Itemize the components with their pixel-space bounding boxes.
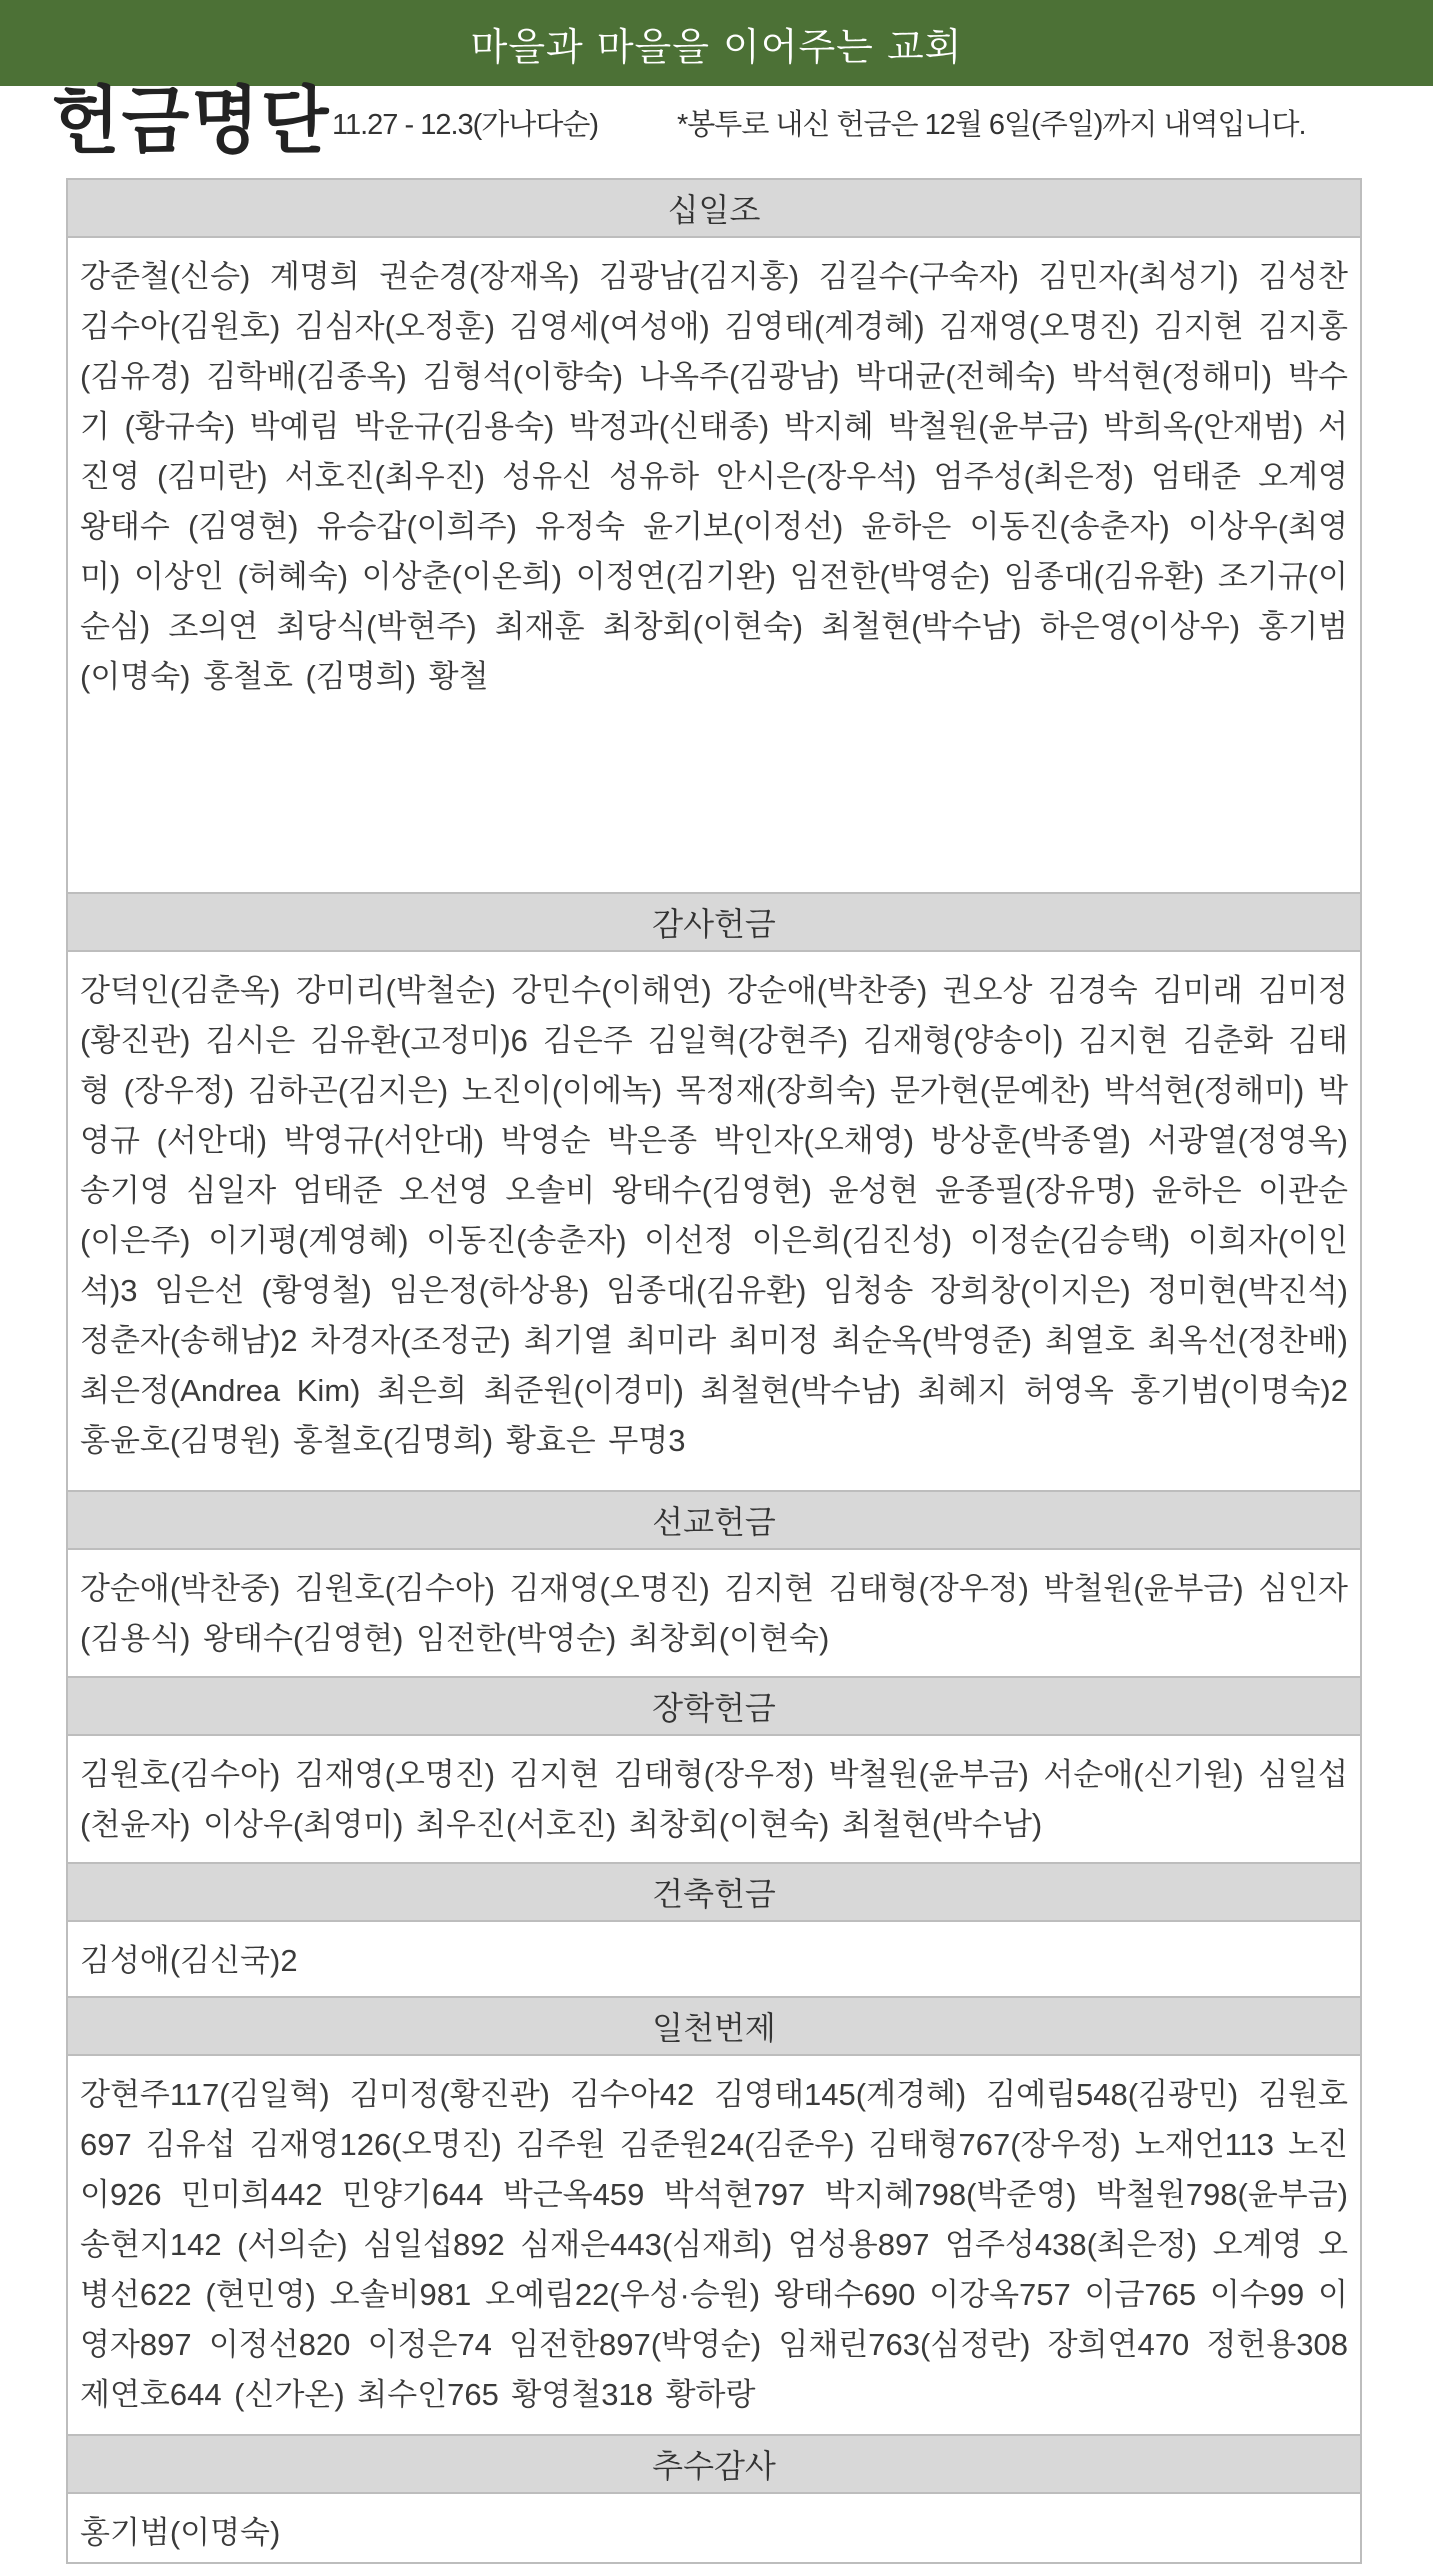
heading-row xyxy=(52,76,1392,166)
section-header-mission: 선교헌금 xyxy=(68,1492,1360,1550)
date-range: 11.27 - 12.3(가나다순) xyxy=(332,109,599,141)
church-slogan: 마을과 마을을 이어주는 교회 xyxy=(470,24,963,69)
section-names-building: 김성애(김신국)2 xyxy=(68,1922,1360,1998)
section-names-harvest: 홍기범(이명숙) xyxy=(80,2515,281,2550)
section-header-harvest: 추수감사 xyxy=(68,2436,1360,2494)
section-names-thousand-offerings: 강현주117(김일혁) 김미정(황진관) 김수아42 김영태145(계경혜) 김예림548(김광민) 김원호697 김유섭 김재영126(오명진) 김주원 김준원24(김준우) 김태형767(장우정) 노재언113 노진이926 민미희442 민양기644 박근옥459 박석현797 박지혜798(박준영) 박철원798(윤부금) 송현지142 (서의순) 심일섭892 심재은443(심재희) 엄성용897 엄주성438(최은정) 오계영 오병선622 (현민영) 오솔비981 오예림22(우성·승원) 왕태수690 이강옥757 이금765 이수99 이영자897 이정선820 이정은74 임전한897(박영순) 임채린763(심정란) 장희연470 정헌용308 제연호644 (신가온) 최수인765 황영철318 황하랑 xyxy=(68,2056,1360,2436)
section-header-thousand-offerings: 일천번제 xyxy=(68,1998,1360,2056)
page-title: 헌금명단 xyxy=(52,77,331,165)
section-header-scholarship: 장학헌금 xyxy=(68,1678,1360,1736)
section-names-tithe: 강준철(신승) 계명희 권순경(장재옥) 김광남(김지홍) 김길수(구숙자) 김민자(최성기) 김성찬 김수아(김원호) 김심자(오정훈) 김영세(여성애) 김영태(계경혜) 김재영(오명진) 김지현 김지홍 (김유경) 김학배(김종옥) 김형석(이향숙) 나옥주(김광남) 박대균(전혜숙) 박석현(정해미) 박수기 (황규숙) 박예림 박운규(김용숙) 박정과(신태종) 박지혜 박철원(윤부금) 박희옥(안재범) 서진영 (김미란) 서호진(최우진) 성유신 성유하 안시은(장우석) 엄주성(최은정) 엄태준 오계영 왕태수 (김영현) 유승갑(이희주) 유정숙 윤기보(이정선) 윤하은 이동진(송춘자) 이상우(최영미) 이상인 (허혜숙) 이상춘(이온희) 이정연(김기완) 임전한(박영순) 임종대(김유환) 조기규(이순심) 조의연 최당식(박현주) 최재훈 최창회(이현숙) 최철현(박수남) 하은영(이상우) 홍기범(이명숙) 홍철호 (김명희) 황철 xyxy=(68,238,1360,894)
section-names-mission: 강순애(박찬중) 김원호(김수아) 김재영(오명진) 김지현 김태형(장우정) 박철원(윤부금) 심인자 (김용식) 왕태수(김영현) 임전한(박영순) 최창회(이현숙) xyxy=(68,1550,1360,1678)
section-header-tithe: 십일조 xyxy=(68,180,1360,238)
section-header-thanksgiving: 감사헌금 xyxy=(68,894,1360,952)
offering-list-table xyxy=(66,178,1362,2564)
envelope-notice: *봉투로 내신 헌금은 12월 6일(주일)까지 내역입니다. xyxy=(677,109,1306,141)
section-names-thanksgiving: 강덕인(김춘옥) 강미리(박철순) 강민수(이해연) 강순애(박찬중) 권오상 김경숙 김미래 김미정 (황진관) 김시은 김유환(고정미)6 김은주 김일혁(강현주) 김재형(양송이) 김지현 김춘화 김태형 (장우정) 김하곤(김지은) 노진이(이에녹) 목정재(장희숙) 문가현(문예찬) 박석현(정해미) 박영규 (서안대) 박영규(서안대) 박영순 박은종 박인자(오채영) 방상훈(박종열) 서광열(정영옥) 송기영 심일자 엄태준 오선영 오솔비 왕태수(김영현) 윤성현 윤종필(장유명) 윤하은 이관순(이은주) 이기평(계영혜) 이동진(송춘자) 이선정 이은희(김진성) 이정순(김승택) 이희자(이인석)3 임은선 (황영철) 임은정(하상용) 임종대(김유환) 임청송 장희창(이지은) 정미현(박진석) 정춘자(송해남)2 차경자(조정군) 최기열 최미라 최미정 최순옥(박영준) 최열호 최옥선(정찬배) 최은정(Andrea Kim) 최은희 최준원(이경미) 최철현(박수남) 최혜지 허영옥 홍기범(이명숙)2 홍윤호(김명원) 홍철호(김명희) 황효은 무명3 xyxy=(68,952,1360,1492)
section-header-building: 건축헌금 xyxy=(68,1864,1360,1922)
section-names-scholarship: 김원호(김수아) 김재영(오명진) 김지현 김태형(장우정) 박철원(윤부금) 서순애(신기원) 심일섭 (천윤자) 이상우(최영미) 최우진(서호진) 최창회(이현숙) 최철현(박수남) xyxy=(68,1736,1360,1864)
